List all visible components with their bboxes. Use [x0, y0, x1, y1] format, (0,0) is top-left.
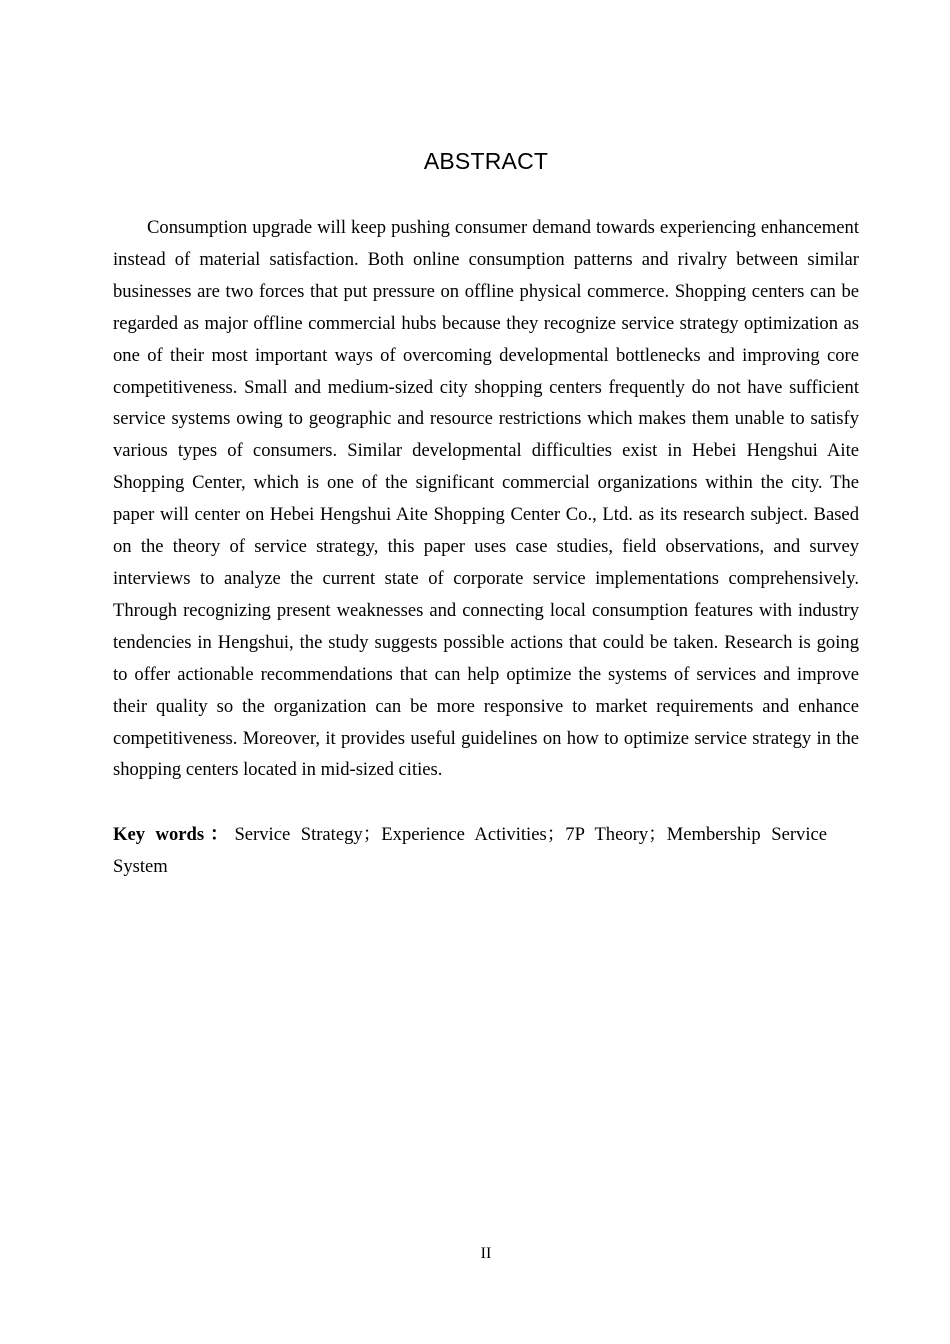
- page-number: II: [480, 1245, 492, 1262]
- keywords-paragraph: [113, 819, 827, 883]
- abstract-title: ABSTRACT: [423, 148, 549, 174]
- keywords-list: Service Strategy；Experience Activities；7P Theory；Membership Service System: [113, 824, 827, 877]
- keywords-label: Key words：: [113, 824, 235, 845]
- abstract-body: Consumption upgrade will keep pushing consumer demand towards experiencing enhancement instead of material satisfaction. Both online consumption patterns and rivalry between similar businesses are two forces that put pressure on offline physical commerce. Shopping centers can be regarded as major offline commercial hubs because they recognize service strategy optimization as one of their most important ways of overcoming developmental bottlenecks and improving core competitiveness. Small and medium-sized city shopping centers frequently do not have sufficient service systems owing to geographic and resource restrictions which makes them unable to satisfy various types of consumers. Similar developmental difficulties exist in Hebei Hengshui Aite Shopping Center, which is one of the significant commercial organizations within the city. The paper will center on Hebei Hengshui Aite Shopping Center Co., Ltd. as its research subject. Based on the theory of service strategy, this paper uses case studies, field observations, and survey interviews to analyze the current state of corporate service implementations comprehensively. Through recognizing present weaknesses and connecting local consumption features with industry tendencies in Hengshui, the study suggests possible actions that could be taken. Research is going to offer actionable recommendations that can help optimize the systems of services and improve their quality so the organization can be more responsive to market requirements and enhance competitiveness. Moreover, it provides useful guidelines on how to optimize service strategy in the shopping centers located in mid-sized cities.: [113, 217, 859, 781]
